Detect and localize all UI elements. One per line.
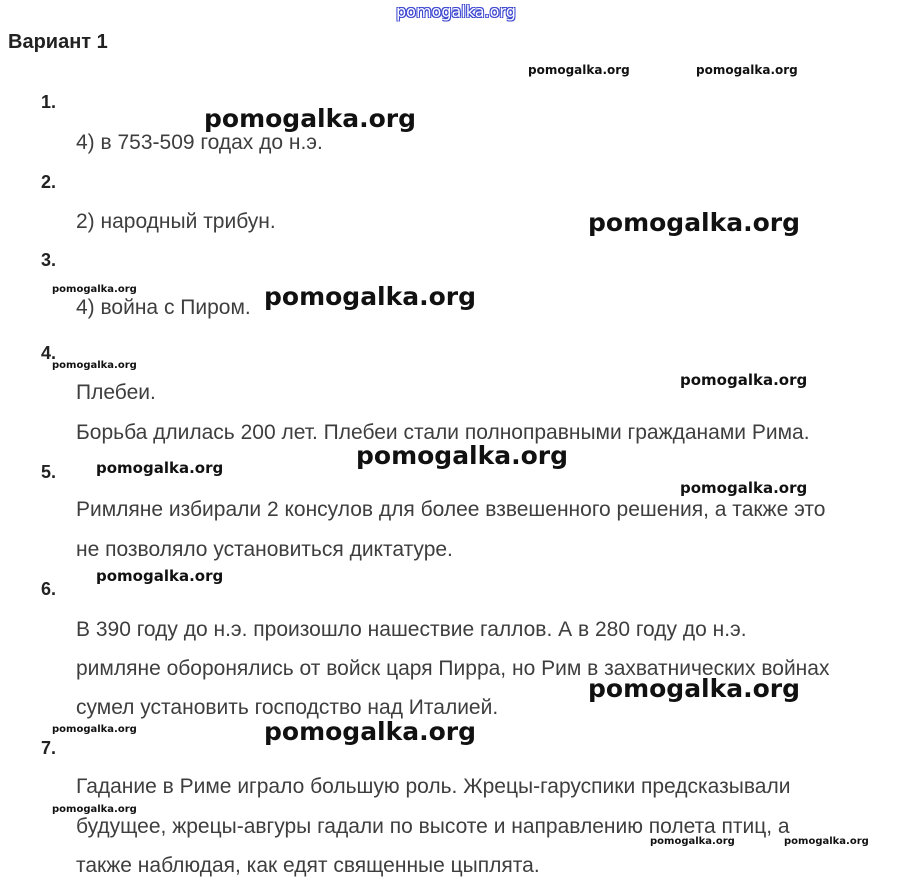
answer-line: Плебеи.: [76, 381, 156, 404]
watermark: pomogalka.org: [696, 63, 798, 77]
item-number: 6.: [41, 579, 57, 599]
watermark: pomogalka.org: [680, 479, 808, 497]
watermark: pomogalka.org: [356, 441, 569, 470]
watermark: pomogalka.org: [52, 724, 137, 735]
watermark: pomogalka.org: [96, 567, 224, 585]
answer-line: Борьба длилась 200 лет. Плебеи стали полноправными гражданами Рима.: [76, 421, 810, 444]
item-number: 2.: [41, 172, 57, 192]
answer-line: 4) война с Пиром.: [76, 296, 251, 319]
watermark: pomogalka.org: [528, 63, 630, 77]
item-number: 5.: [41, 462, 57, 482]
watermark: pomogalka.org: [588, 208, 801, 237]
watermark: pomogalka.org: [784, 836, 869, 847]
answer-line: 4) в 753-509 годах до н.э.: [76, 131, 323, 154]
answer-line: будущее, жрецы-авгуры гадали по высоте и направлению полета птиц, а: [76, 815, 790, 838]
answer-line: сумел установить господство над Италией.: [76, 696, 499, 719]
answer-line: 2) народный трибун.: [76, 210, 276, 233]
item-number: 7.: [41, 738, 57, 758]
answer-line: также наблюдая, как едят священные цыплята.: [76, 854, 540, 877]
watermark: pomogalka.org: [52, 804, 137, 815]
watermark: pomogalka.org: [204, 104, 417, 133]
watermark: pomogalka.org: [264, 717, 477, 746]
watermark-header: pomogalka.org: [396, 2, 516, 21]
page-title: Вариант 1: [8, 31, 108, 53]
answer-line: Гадание в Риме играло большую роль. Жрецы-гаруспики предсказывали: [76, 775, 791, 798]
item-number: 3.: [41, 250, 57, 270]
answer-line: Римляне избирали 2 консулов для более взвешенного решения, а также это: [76, 498, 826, 521]
watermark: pomogalka.org: [52, 284, 137, 295]
watermark: pomogalka.org: [96, 459, 224, 477]
item-number: 4.: [41, 343, 57, 363]
watermark: pomogalka.org: [680, 371, 808, 389]
watermark: pomogalka.org: [264, 282, 477, 311]
watermark: pomogalka.org: [650, 836, 735, 847]
answer-line: В 390 году до н.э. произошло нашествие галлов. А в 280 году до н.э.: [76, 618, 747, 641]
answer-line: не позволяло установиться диктатуре.: [76, 538, 453, 561]
watermark: pomogalka.org: [52, 360, 137, 371]
watermark: pomogalka.org: [588, 674, 801, 703]
answer-line: римляне оборонялись от войск царя Пирра, но Рим в захватнических войнах: [76, 657, 830, 680]
item-number: 1.: [41, 92, 57, 112]
